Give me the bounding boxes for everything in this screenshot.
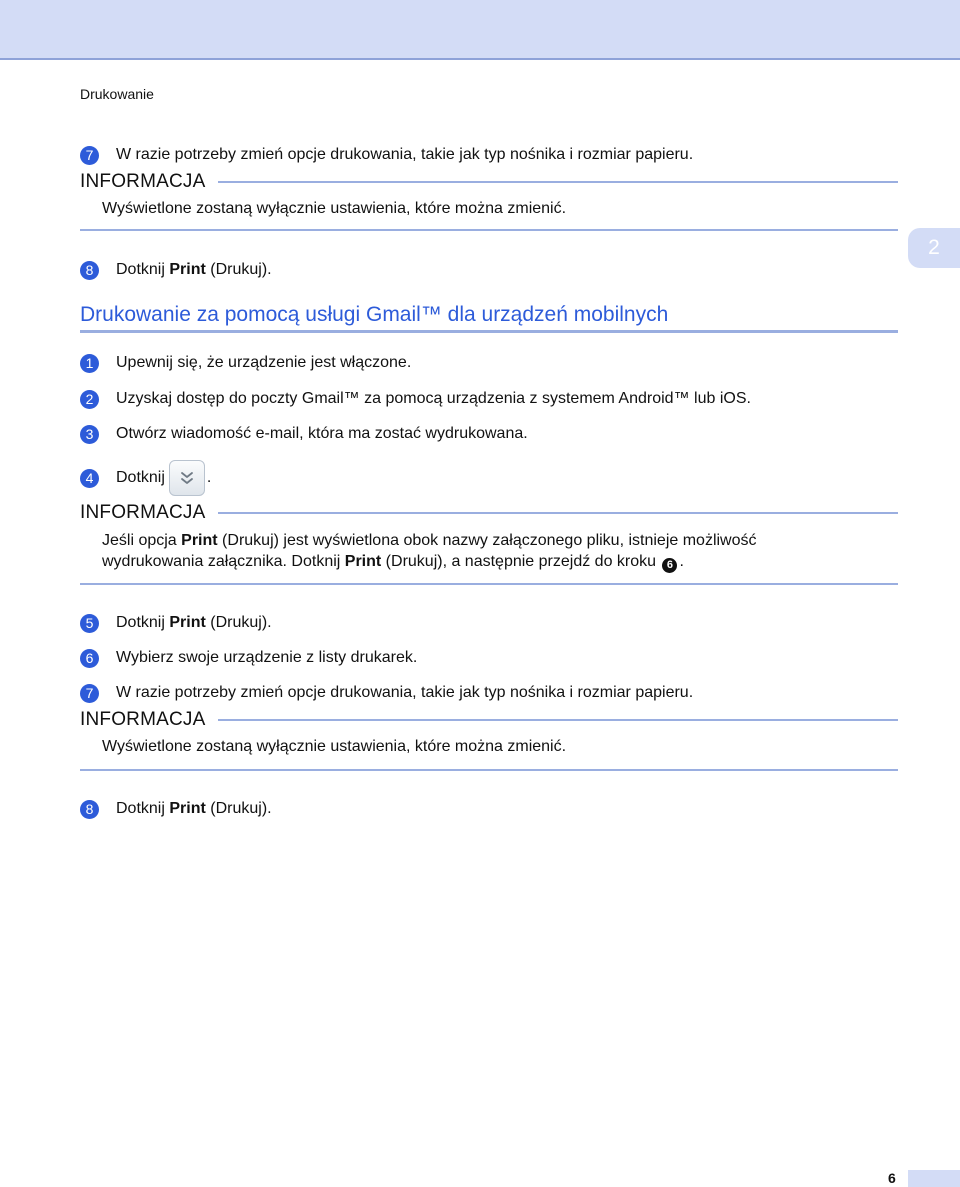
step-text: Uzyskaj dostęp do poczty Gmail™ za pomocą urządzenia z systemem Android™ lub iOS.: [116, 390, 751, 407]
note-text: Wyświetlone zostaną wyłącznie ustawienia, które można zmienić.: [102, 200, 567, 217]
step-3: [80, 423, 528, 445]
step-badge: 3: [80, 425, 99, 444]
step-1: [80, 352, 411, 374]
step-text-bold: Print: [169, 800, 206, 817]
double-chevron-down-icon: [169, 460, 205, 496]
step-badge: 8: [80, 261, 99, 280]
note-title: INFORMACJA: [80, 502, 206, 523]
note-divider: [218, 719, 899, 721]
section-title: Drukowanie za pomocą usługi Gmail™ dla urządzeń mobilnych: [80, 303, 669, 326]
step-badge: 8: [80, 800, 99, 819]
step-ref-badge: 6: [662, 558, 677, 573]
step-5: [80, 612, 272, 634]
step-text-after: (Drukuj).: [205, 800, 272, 817]
note-end-rule: [80, 583, 898, 585]
step-text-after: (Drukuj).: [205, 261, 272, 278]
note-fragment: Jeśli opcja: [102, 532, 182, 549]
running-header: Drukowanie: [80, 86, 154, 102]
note-fragment: wydrukowania załącznika. Dotknij: [102, 553, 345, 570]
step-badge: 7: [80, 146, 99, 165]
step-8: [80, 798, 272, 820]
note-text: [102, 530, 757, 573]
step-badge: 6: [80, 649, 99, 668]
step-badge: 4: [80, 469, 99, 488]
step-badge: 7: [80, 684, 99, 703]
step-8-top: [80, 259, 272, 281]
step-6: [80, 647, 417, 669]
note-divider: [218, 181, 899, 183]
step-2: [80, 388, 751, 410]
note-fragment: .: [679, 553, 684, 570]
note-bold: Print: [181, 532, 218, 549]
step-text: Upewnij się, że urządzenie jest włączone.: [116, 354, 412, 371]
note-end-rule: [80, 229, 898, 231]
chapter-tab: 2: [908, 228, 960, 268]
step-text: W razie potrzeby zmień opcje drukowania, takie jak typ nośnika i rozmiar papieru.: [116, 684, 694, 701]
step-badge: 2: [80, 390, 99, 409]
step-text-after: (Drukuj).: [205, 614, 272, 631]
step-text-before: Dotknij: [116, 800, 170, 817]
note-header: [80, 171, 898, 193]
note-title: INFORMACJA: [80, 171, 206, 192]
page-number: 6: [888, 1170, 896, 1186]
note-fragment: (Drukuj), a następnie przejdź do kroku: [381, 553, 661, 570]
section-rule: [80, 330, 898, 333]
note-text-line-2: [102, 551, 757, 573]
step-text: Wybierz swoje urządzenie z listy drukarek.: [116, 649, 418, 666]
step-badge: 5: [80, 614, 99, 633]
note-divider: [218, 512, 899, 514]
step-text: W razie potrzeby zmień opcje drukowania, takie jak typ nośnika i rozmiar papieru.: [116, 146, 694, 163]
step-text: Otwórz wiadomość e-mail, która ma zostać wydrukowana.: [116, 425, 528, 442]
step-text-before: Dotknij: [116, 261, 170, 278]
step-7: [80, 682, 693, 704]
top-banner: [0, 0, 960, 60]
note-fragment: (Drukuj) jest wyświetlona obok nazwy załączonego pliku, istnieje możliwość: [217, 532, 757, 549]
step-text-bold: Print: [169, 261, 206, 278]
note-bold: Print: [344, 553, 382, 570]
step-4: [80, 467, 211, 489]
step-badge: 1: [80, 354, 99, 373]
step-text-after: .: [206, 469, 212, 486]
note-end-rule: [80, 769, 898, 771]
note-text: Wyświetlone zostaną wyłącznie ustawienia, które można zmienić.: [102, 738, 567, 755]
note-header: [80, 709, 898, 731]
page-tab: [908, 1170, 960, 1187]
step-text-bold: Print: [169, 614, 206, 631]
step-text-before: Dotknij: [116, 614, 170, 631]
note-title: INFORMACJA: [80, 709, 206, 730]
note-text-line-1: [102, 530, 757, 551]
note-header: [80, 502, 898, 524]
step-7-top: [80, 144, 693, 166]
step-text-before: Dotknij: [116, 469, 165, 486]
